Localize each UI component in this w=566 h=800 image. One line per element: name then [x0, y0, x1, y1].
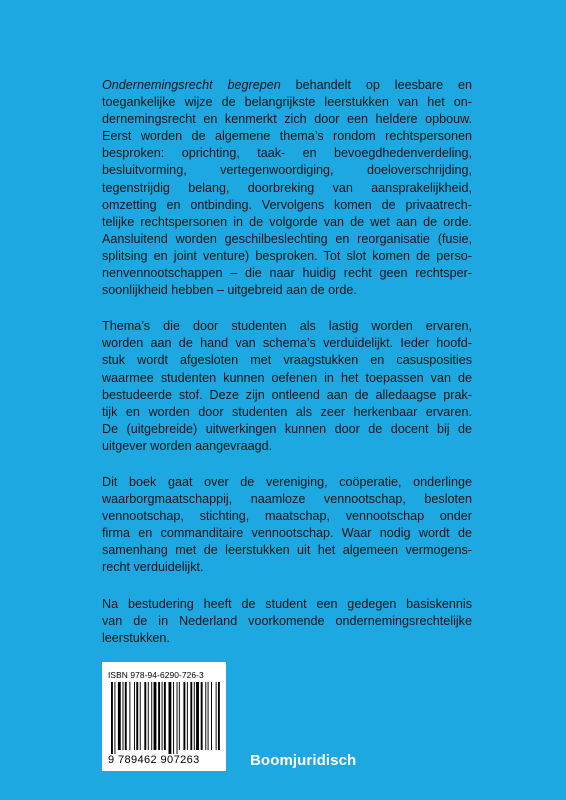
blurb-line [102, 387, 472, 404]
blurb-line-text: samenhang met de leerstukken uit het algemeen vermogens- [102, 543, 472, 558]
blurb-line [102, 352, 472, 369]
blurb-line [102, 491, 472, 508]
barcode-bar [136, 682, 138, 750]
blurb-line-text: splitsing en joint venture) besproken. Tot slot komen de perso- [102, 248, 472, 263]
barcode-bar [211, 682, 212, 750]
blurb-line [102, 111, 472, 128]
blurb-line [102, 596, 472, 613]
blurb-line [102, 421, 472, 438]
blurb-line [102, 214, 472, 231]
barcode-bar [111, 682, 113, 754]
barcode-bar [183, 682, 185, 750]
barcode-bar [123, 682, 124, 750]
isbn-label: ISBN 978-94-6290-726-3 [108, 670, 204, 680]
blurb-line [102, 282, 472, 299]
barcode-bar [187, 682, 188, 750]
blurb-line-text: soonlijkheid hebben – uitgebreid aan de orde. [102, 283, 357, 298]
blurb-line [102, 318, 472, 335]
blurb-line-text: waarmee studenten kunnen oefenen in het toepassen van de [102, 370, 472, 385]
blurb-line [102, 404, 472, 421]
blurb-line [102, 180, 472, 197]
barcode-bar [201, 682, 203, 750]
blurb-text [102, 77, 472, 666]
publisher-logo: Boomjuridisch [250, 752, 357, 769]
barcode-bar [144, 682, 146, 750]
barcode-bar [154, 682, 157, 750]
blurb-line-text: Aansluitend worden geschilbeslechting en reorganisatie (fusie, [102, 231, 472, 246]
barcode-bar [162, 682, 163, 750]
blurb-line-text: worden aan de hand van schema’s verduidelijkt. Ieder hoofd- [102, 336, 472, 351]
barcode-bar [164, 682, 166, 750]
blurb-line-text: besproken: oprichting, taak- en bevoegdhedenverdeling, [102, 146, 472, 161]
blurb-line-text: Eerst worden de algemene thema’s rondom rechtspersonen [102, 129, 472, 144]
barcode-bar [179, 682, 180, 750]
barcode-bar [158, 682, 160, 750]
blurb-line [102, 438, 472, 455]
blurb-line-text: leerstukken. [102, 630, 170, 645]
blurb-line [102, 542, 472, 559]
blurb-line [102, 630, 472, 647]
blurb-line [102, 265, 472, 282]
blurb-line-text: stuk wordt afgesloten met vraagstukken en casusposities [102, 353, 472, 368]
blurb-line [102, 525, 472, 542]
barcode-bar [196, 682, 199, 750]
barcode-bar [205, 682, 206, 750]
blurb-line [102, 231, 472, 248]
blurb-line-text: waarborgmaatschappij, naamloze vennootschap, besloten [102, 492, 472, 507]
barcode-bar [148, 682, 149, 750]
barcode-bar [173, 682, 174, 754]
blurb-line-text: nenvennootschappen – die naar huidig recht geen rechtsper- [102, 266, 472, 281]
barcode-bar [129, 682, 130, 750]
blurb-line [102, 559, 472, 576]
blurb-line-text: Na bestudering heeft de student een gedegen basiskennis [102, 596, 472, 611]
blurb-line [102, 474, 472, 491]
blurb-line [102, 77, 472, 94]
blurb-line [102, 335, 472, 352]
barcode-bar [169, 682, 172, 754]
blurb-line [102, 162, 472, 179]
barcode-bar [194, 682, 195, 750]
barcode-bar [216, 682, 217, 750]
barcode-bar [134, 682, 135, 750]
blurb-line [102, 248, 472, 265]
barcode-bar [190, 682, 192, 750]
blurb-line [102, 508, 472, 525]
blurb-line [102, 370, 472, 387]
isbn-barcode [102, 662, 226, 771]
blurb-line-text: recht verduidelijkt. [102, 560, 204, 575]
barcode-bar [125, 682, 127, 750]
barcode-bar [114, 682, 115, 754]
blurb-line-text: uitgever worden aangevraagd. [102, 438, 273, 453]
blurb-line-text: besluitvorming, vertegenwoordiging, doeloverschrijding, [102, 163, 472, 178]
blurb-line-text: omzetting en ontbinding. Vervolgens komen de privaatrech- [102, 197, 472, 212]
blurb-line-text: vennootschap, stichting, maatschap, vennootschap onder [102, 509, 472, 524]
blurb-line [102, 613, 472, 630]
blurb-line-text: dernemingsrecht en kenmerkt zich door een heldere opbouw. [102, 112, 472, 127]
blurb-line-text: telijke rechtspersonen in de volgorde van de wet aan de orde. [102, 214, 472, 229]
blurb-line-text: toegankelijke wijze de belangrijkste leerstukken van het on- [102, 95, 472, 110]
blurb-paragraph [102, 318, 472, 455]
blurb-line-text: De (uitgebreide) uitwerkingen kunnen door de docent bij de [102, 421, 472, 436]
blurb-paragraph [102, 77, 472, 299]
blurb-line-text: tijk en worden door studenten als zeer herkenbaar ervaren. [102, 404, 472, 419]
barcode-bar [208, 682, 209, 750]
blurb-line [102, 145, 472, 162]
blurb-line-text: behandelt op leesbare en [280, 78, 472, 92]
barcode-bar [177, 682, 178, 754]
blurb-line-text: bestudeerde stof. Deze zijn ontleend aan de alledaagse prak- [102, 387, 472, 402]
blurb-line-text: Dit boek gaat over de vereniging, coöperatie, onderlinge [102, 474, 472, 489]
blurb-line-text: van de in Nederland voorkomende ondernemingsrechtelijke [102, 613, 472, 628]
blurb-line [102, 197, 472, 214]
blurb-paragraph [102, 474, 472, 577]
barcode-digits: 9 789462 907263 [108, 754, 200, 766]
blurb-line-text: tegenstrijdig belang, doorbreking van aansprakelijkheid, [102, 180, 472, 195]
barcode-bar [140, 682, 141, 750]
blurb-line-text: Thema’s die door studenten als lastig worden ervaren, [102, 319, 472, 334]
book-title-italic: Ondernemingsrecht begrepen [102, 78, 281, 92]
blurb-line [102, 94, 472, 111]
barcode-bar [218, 682, 220, 750]
blurb-line-text: firma en commanditaire vennootschap. Waar nodig wordt de [102, 526, 472, 541]
barcode-bar [151, 682, 152, 750]
blurb-paragraph [102, 596, 472, 647]
barcode-bar [118, 682, 121, 750]
blurb-line [102, 128, 472, 145]
